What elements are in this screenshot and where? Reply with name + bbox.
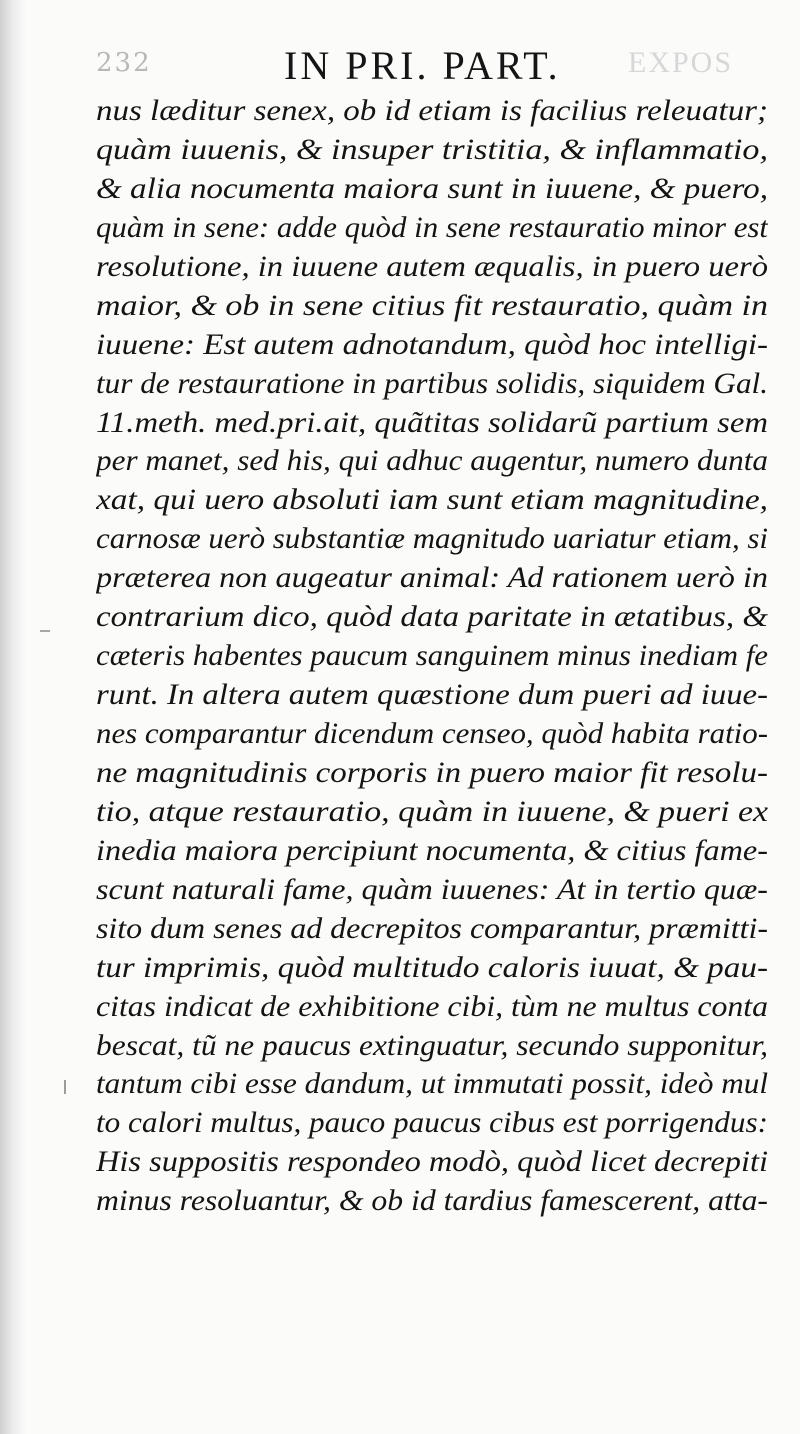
text-line bbox=[96, 131, 768, 170]
text-line-content: iuuene: Est autem adnotandum, quòd hoc intelligi- bbox=[96, 327, 768, 361]
text-line bbox=[96, 520, 768, 559]
text-line-content: per manet, sed his, qui adhuc augentur, numero dunta bbox=[96, 444, 768, 478]
text-line-content: resolutione, in iuuene autem æqualis, in puero uerò bbox=[96, 249, 768, 283]
text-line-content: quàm iuuenis, & insuper tristitia, & inflammatio, bbox=[96, 132, 768, 166]
bleed-through-text: EXPOS bbox=[628, 46, 734, 79]
margin-speck bbox=[40, 630, 50, 632]
text-line-content: carnosæ uerò substantiæ magnitudo uariatur etiam, si bbox=[96, 522, 768, 556]
text-line-content: xat, qui uero absoluti iam sunt etiam magnitudine, bbox=[96, 483, 768, 517]
text-line bbox=[96, 404, 768, 443]
text-line-content: præterea non augeatur animal: Ad rationem uerò in bbox=[96, 561, 768, 595]
text-line bbox=[96, 988, 768, 1027]
text-line bbox=[96, 442, 768, 481]
margin-speck bbox=[64, 1080, 66, 1094]
text-line bbox=[96, 1104, 768, 1143]
text-line-content: & alia nocumenta maiora sunt in iuuene, & puero, bbox=[96, 171, 768, 205]
text-line-content: maior, & ob in sene citius fit restauratio, quàm in bbox=[96, 288, 768, 322]
text-line-content: tur de restauratione in partibus solidis, siquidem Gal. bbox=[96, 366, 768, 400]
body-text bbox=[96, 92, 768, 1221]
page-number: 232 bbox=[96, 48, 152, 78]
binding-shadow bbox=[0, 0, 26, 1434]
text-line bbox=[96, 871, 768, 910]
text-line bbox=[96, 170, 768, 209]
text-line bbox=[96, 248, 768, 287]
text-line-content: citas indicat de exhibitione cibi, tùm ne multus conta bbox=[96, 989, 768, 1023]
text-line bbox=[96, 92, 768, 131]
text-line bbox=[96, 287, 768, 326]
text-line-content: nus læditur senex, ob id etiam is facilius releuatur; bbox=[96, 94, 768, 127]
text-line bbox=[96, 832, 768, 871]
text-line-content: inedia maiora percipiunt nocumenta, & citius fame- bbox=[96, 833, 768, 867]
running-title: IN PRI. PART. bbox=[284, 43, 561, 88]
text-line bbox=[96, 598, 768, 637]
text-line-content: to calori multus, pauco paucus cibus est porrigendus: bbox=[96, 1106, 768, 1140]
text-line bbox=[96, 1065, 768, 1104]
text-line bbox=[96, 676, 768, 715]
text-line bbox=[96, 910, 768, 949]
text-line bbox=[96, 481, 768, 520]
text-line bbox=[96, 793, 768, 832]
text-line-content: bescat, tũ ne paucus extinguatur, secundo supponitur, bbox=[96, 1028, 768, 1062]
text-line-content: minus resoluantur, & ob id tardius famescerent, atta- bbox=[96, 1184, 768, 1218]
text-line-content: nes comparantur dicendum censeo, quòd habita ratio- bbox=[96, 717, 768, 750]
text-line bbox=[96, 209, 768, 248]
text-line-content: contrarium dico, quòd data paritate in ætatibus, & bbox=[96, 600, 768, 634]
text-line bbox=[96, 637, 768, 676]
text-line-content: scunt naturali fame, quàm iuuenes: At in tertio quæ- bbox=[96, 872, 768, 906]
text-line-content: His suppositis respondeo modò, quòd licet decrepiti bbox=[96, 1145, 768, 1179]
text-line bbox=[96, 1182, 768, 1221]
text-line bbox=[96, 365, 768, 404]
text-line-content: ne magnitudinis corporis in puero maior fit resolu- bbox=[96, 755, 768, 789]
text-line bbox=[96, 1143, 768, 1182]
text-line bbox=[96, 754, 768, 793]
page-header bbox=[0, 38, 800, 88]
text-line-content: tantum cibi esse dandum, ut immutati possit, ideò mul bbox=[96, 1067, 768, 1101]
text-line bbox=[96, 715, 768, 754]
text-line bbox=[96, 326, 768, 365]
text-line-content: sito dum senes ad decrepitos comparantur, præmitti- bbox=[96, 911, 768, 945]
text-line bbox=[96, 949, 768, 988]
text-line-content: runt. In altera autem quæstione dum pueri ad iuue- bbox=[96, 678, 768, 712]
text-line-content: tur imprimis, quòd multitudo caloris iuuat, & pau- bbox=[96, 950, 768, 984]
text-line-content: tio, atque restauratio, quàm in iuuene, & pueri ex bbox=[96, 794, 768, 828]
text-line-content: cæteris habentes paucum sanguinem minus inediam fe bbox=[96, 639, 768, 673]
text-line bbox=[96, 1027, 768, 1066]
text-line-content: 11.meth. med.pri.ait, quãtitas solidarũ partium sem bbox=[96, 405, 768, 439]
text-line-content: quàm in sene: adde quòd in sene restauratio minor est bbox=[96, 210, 768, 244]
text-line bbox=[96, 559, 768, 598]
